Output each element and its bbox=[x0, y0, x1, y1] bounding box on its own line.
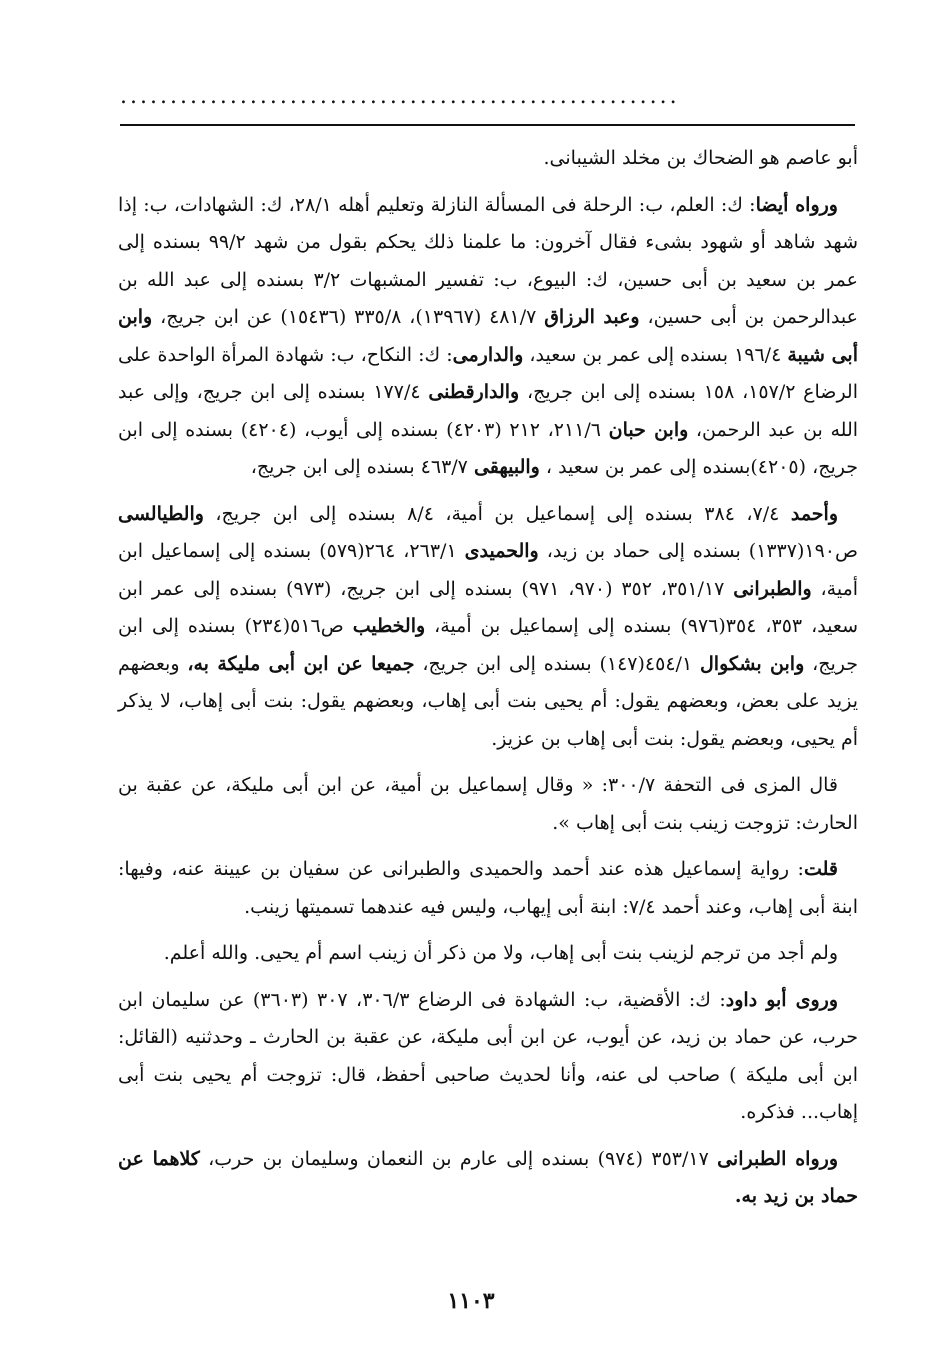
text-run: : ك: النكاح، ب: شهادة المرأة الواحدة على الرضاع ١٥٧/٢، ١٥٨ بسنده إلى ابن جريج، bbox=[118, 343, 858, 403]
page-number: ١١٠٣ bbox=[447, 1288, 495, 1314]
text-run: ٤٦٣/٧ بسنده إلى ابن جريج، bbox=[250, 456, 474, 478]
header-dotted-line: ........................................................ bbox=[120, 86, 680, 108]
bold-citation: كلاهما عن حماد بن زيد به. bbox=[118, 1147, 858, 1207]
bold-citation: ورواه الطبرانى bbox=[717, 1147, 838, 1170]
bold-citation: والدارقطنى bbox=[428, 381, 520, 403]
text-run: ٣٥١/١٧، ٣٥٢ (٩٧٠، ٩٧١) بسنده إلى ابن جريج، (٩٧٣) بسنده إلى عمر ابن سعيد، ٣٥٣، ٣٥٤(٩٧٦) بسنده إلى إسماعيل بن أمية، bbox=[118, 577, 858, 637]
text-run: : رواية إسماعيل هذه عند أحمد والحميدى والطبرانى عن سفيان بن عيينة عنه، وفيها: ابنة أبى إهاب، وعند أحمد ٧/٤: ابنة أبى إيهاب، وليس فيه عندهما تسميتها زينب. bbox=[118, 858, 858, 918]
text-run: ٣٥٣/١٧ (٩٧٤) بسنده إلى عارم بن النعمان وسليمان بن حرب، bbox=[199, 1147, 718, 1170]
bold-citation: والحميدى bbox=[464, 540, 539, 562]
bold-citation: والبيهقى bbox=[473, 456, 540, 478]
text-run: ٤٨١/٧ (١٣٩٦٧)، ٣٣٥/٨ (١٥٤٣٦) عن ابن جريج، bbox=[152, 306, 545, 328]
text-run: : ك: العلم، ب: الرحلة فى المسألة النازلة وتعليم أهله ٢٨/١، ك: الشهادات، ب: إذا شهد شاهد أو شهود بشىء فقال آخرون: ما علمنا ذلك يحكم بقول من شهد ٩٩/٢ بسنده إلى عمر بن سعيد بن أبى حسين، ك: البيوع، ب: تفسير المشبهات ٣/٢ بسنده إلى عبد الله بن عبدالرحمن بن أبى حسين، bbox=[118, 193, 859, 328]
text-run: : ك: الأقضية، ب: الشهادة فى الرضاع ٣٠٦/٣، ٣٠٧ (٣٦٠٣) عن سليمان ابن حرب، عن حماد بن زيد، عن أيوب، عن ابن أبى مليكة، عن عقبة بن الحارث ـ وحدثنيه (القائل: ابن أبى مليكة ) صاحب لى عنه، وأنا لحديث صاحبى أحفظ، قال: تزوجت أم يحيى بنت أبى إهاب... فذكره. bbox=[118, 988, 858, 1123]
bold-citation: وأحمد bbox=[790, 502, 839, 525]
bold-citation: والدارمى bbox=[452, 343, 524, 366]
page-text bbox=[118, 140, 858, 1225]
paragraph bbox=[118, 767, 858, 842]
paragraph bbox=[118, 496, 858, 759]
text-run: أبو عاصم هو الضحاك بن مخلد الشيبانى. bbox=[543, 147, 858, 169]
text-run: ص٥١٦(٢٣٤) بسنده إلى ابن جريج، bbox=[118, 615, 858, 675]
bold-citation: وابن بشكوال bbox=[700, 652, 805, 675]
text-run: ٧/٤، ٣٨٤ بسنده إلى إسماعيل بن أمية، ٨/٤ بسنده إلى ابن جريج، bbox=[203, 502, 791, 525]
text-run: ص١٩٠(١٣٣٧) بسنده إلى حماد بن زيد، bbox=[538, 540, 858, 562]
text-run: قال المزى فى التحفة ٣٠٠/٧: « وقال إسماعيل بن أمية، عن ابن أبى مليكة، عن عقبة بن الحارث: تزوجت زينب بنت أبى إهاب ». bbox=[118, 774, 858, 834]
bold-citation: وابن أبى شيبة bbox=[118, 306, 858, 366]
bold-citation: وعبد الرزاق bbox=[544, 306, 640, 328]
paragraph bbox=[118, 140, 858, 178]
bold-citation: والطيالسى bbox=[118, 502, 204, 525]
text-run: ٢١١/٦، ٢١٢ (٤٢٠٣) بسنده إلى أيوب، (٤٢٠٤) بسنده إلى ابن جريج، (٤٢٠٥)بسنده إلى عمر بن سعيد ، bbox=[118, 418, 858, 478]
paragraph bbox=[118, 187, 858, 487]
bold-citation: جميعا عن ابن أبى مليكة به، bbox=[187, 652, 415, 675]
text-run: ولم أجد من ترجم لزينب بنت أبى إهاب، ولا من ذكر أن زينب اسم أم يحيى. والله أعلم. bbox=[163, 942, 838, 964]
bold-citation: وروى أبو داود bbox=[725, 988, 839, 1011]
text-run: ١٩٦/٤ بسنده إلى عمر بن سعيد، bbox=[523, 343, 788, 366]
bold-citation: وابن حبان bbox=[608, 418, 689, 441]
bold-citation: والطبرانى bbox=[733, 577, 812, 600]
bold-citation: والخطيب bbox=[352, 615, 426, 637]
text-run: ١٧٧/٤ بسنده إلى ابن جريج، وإلى عبد الله بن عبد الرحمن، bbox=[118, 381, 859, 441]
paragraph bbox=[118, 851, 858, 926]
bold-citation: قلت bbox=[803, 858, 838, 880]
text-run: وبعضهم يزيد على بعض، وبعضهم يقول: أم يحيى بنت أبى إهاب، وبعضهم يقول: بنت أبى إهاب، لا يذكر أم يحيى، وبعضم يقول: بنت أبى إهاب بن عزيز. bbox=[118, 652, 858, 750]
text-run: ٤٥٤/١(١٤٧) بسنده إلى ابن جريج، bbox=[414, 652, 700, 675]
bold-citation: ورواه أيضا bbox=[755, 193, 838, 216]
header-rule bbox=[120, 124, 855, 126]
paragraph bbox=[118, 1141, 858, 1216]
text-run: ٢٦٣/١، ٢٦٤(٥٧٩) بسنده إلى إسماعيل ابن أمية، bbox=[118, 540, 859, 600]
paragraph bbox=[118, 982, 858, 1132]
paragraph bbox=[118, 935, 858, 973]
